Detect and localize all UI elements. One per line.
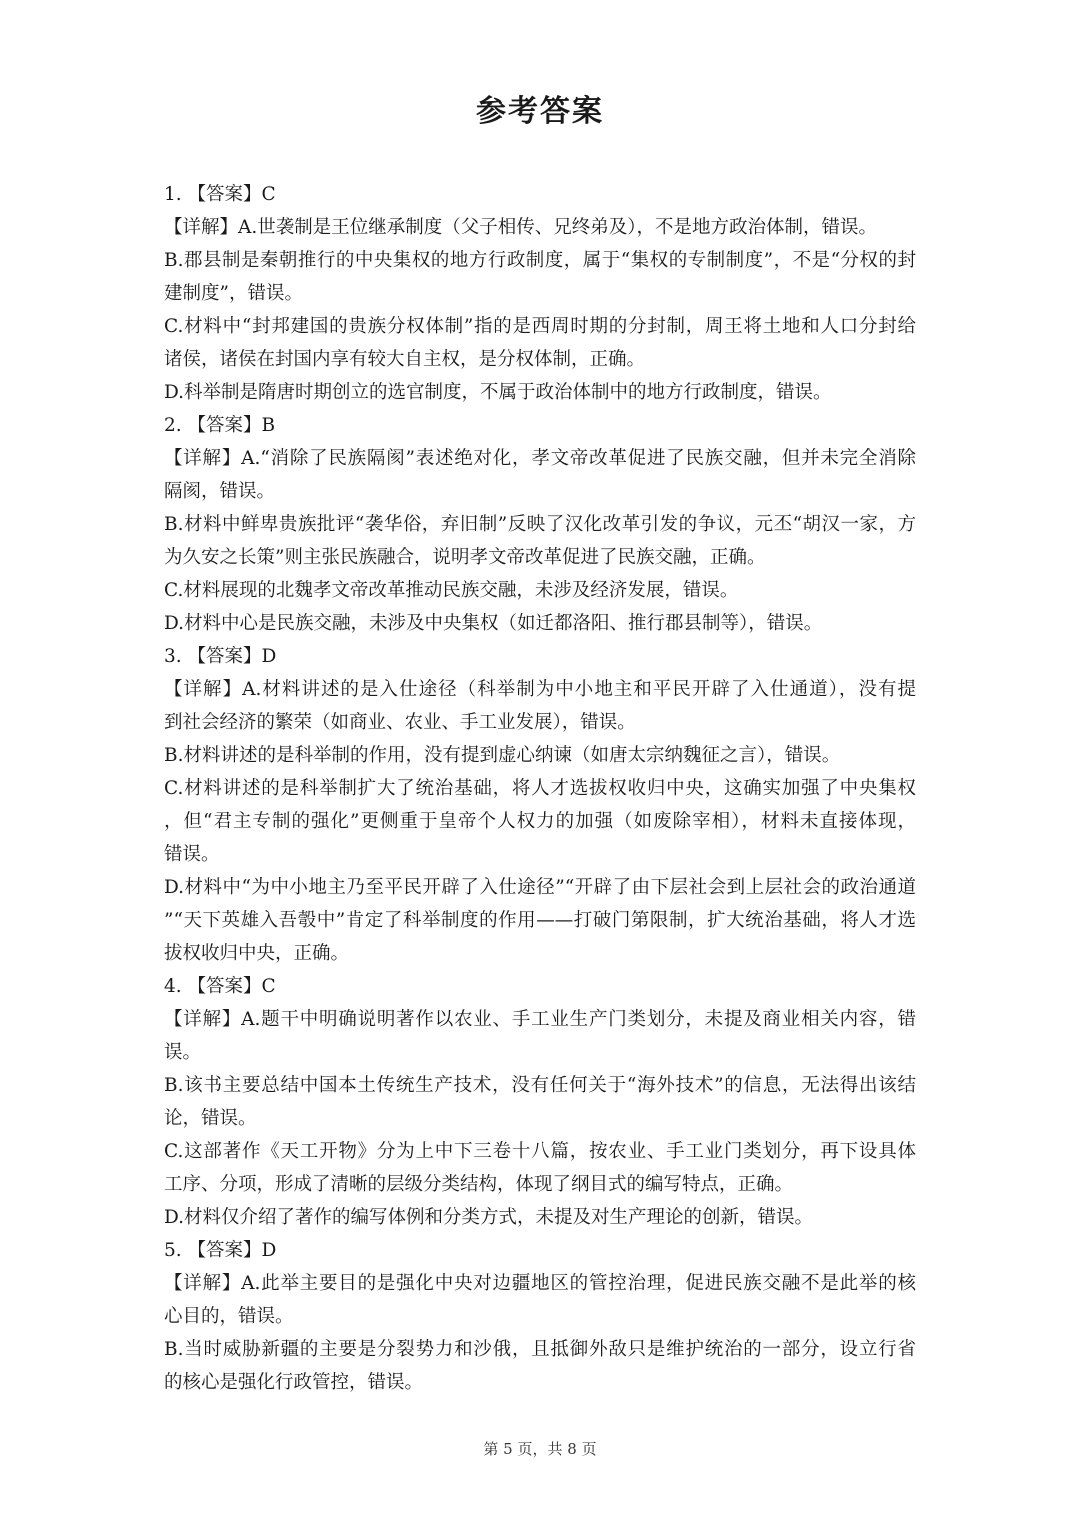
text-line: 隔阂，错误。 bbox=[164, 481, 276, 502]
text-line: B.材料讲述的是科举制的作用，没有提到虚心纳谏（如唐太宗纳魏征之言），错误。 bbox=[164, 745, 841, 766]
text-line: 为久安之长策”则主张民族融合，说明孝文帝改革促进了民族交融，正确。 bbox=[164, 547, 766, 568]
text-line: D.材料中心是民族交融，未涉及中央集权（如迁都洛阳、推行郡县制等），错误。 bbox=[164, 613, 823, 634]
text-line: 的核心是强化行政管控，错误。 bbox=[164, 1372, 424, 1393]
answer-heading: 5. 【答案】D bbox=[164, 1240, 277, 1261]
text-line: 【详解】A.材料讲述的是入仕途径（科举制为中小地主和平民开辟了入仕通道），没有提 bbox=[164, 679, 916, 700]
text-line: 【详解】A.此举主要目的是强化中央对边疆地区的管控治理，促进民族交融不是此举的核 bbox=[164, 1273, 916, 1294]
text-line: 到社会经济的繁荣（如商业、农业、手工业发展），错误。 bbox=[164, 712, 636, 733]
text-line: B.材料中鲜卑贵族批评“袭华俗，弃旧制”反映了汉化改革引发的争议，元丕“胡汉一家，方 bbox=[164, 514, 916, 535]
text-line: 心目的，错误。 bbox=[164, 1306, 294, 1327]
text-line: ，但“君主专制的强化”更侧重于皇帝个人权力的加强（如废除宰相），材料未直接体现， bbox=[164, 811, 916, 832]
answer-heading: 2. 【答案】B bbox=[164, 415, 276, 436]
text-line: B.该书主要总结中国本土传统生产技术，没有任何关于“海外技术”的信息，无法得出该结 bbox=[164, 1075, 916, 1096]
text-line: C.材料中“封邦建国的贵族分权体制”指的是西周时期的分封制，周王将土地和人口分封给 bbox=[164, 316, 916, 337]
text-line: 论，错误。 bbox=[164, 1108, 257, 1129]
answer-heading: 4. 【答案】C bbox=[164, 976, 276, 997]
page-title: 参考答案 bbox=[476, 94, 604, 129]
text-line: C.这部著作《天工开物》分为上中下三卷十八篇，按农业、手工业门类划分，再下设具体 bbox=[164, 1141, 916, 1162]
text-line: B.郡县制是秦朝推行的中央集权的地方行政制度，属于“集权的专制制度”，不是“分权的封 bbox=[164, 250, 916, 271]
text-line: ”“天下英雄入吾彀中”肯定了科举制度的作用——打破门第限制，扩大统治基础，将人才选 bbox=[164, 910, 916, 931]
text-line: 诸侯，诸侯在封国内享有较大自主权，是分权体制，正确。 bbox=[164, 349, 646, 370]
text-line: 拔权收归中央，正确。 bbox=[164, 943, 350, 964]
text-line: 【详解】A.题干中明确说明著作以农业、手工业生产门类划分，未提及商业相关内容，错 bbox=[164, 1009, 916, 1030]
text-line: 建制度”，错误。 bbox=[164, 283, 303, 304]
text-line: C.材料讲述的是科举制扩大了统治基础，将人才选拔权收归中央，这确实加强了中央集权 bbox=[164, 778, 916, 799]
text-line: D.材料仅介绍了著作的编写体例和分类方式，未提及对生产理论的创新，错误。 bbox=[164, 1207, 814, 1228]
text-line: D.科举制是隋唐时期创立的选官制度，不属于政治体制中的地方行政制度，错误。 bbox=[164, 382, 832, 403]
text-line: 误。 bbox=[164, 1042, 202, 1063]
answer-content bbox=[164, 178, 916, 1399]
page-number: 第 5 页，共 8 页 bbox=[483, 1440, 597, 1458]
text-line: 工序、分项，形成了清晰的层级分类结构，体现了纲目式的编写特点，正确。 bbox=[164, 1174, 794, 1195]
text-line: B.当时威胁新疆的主要是分裂势力和沙俄，且抵御外敌只是维护统治的一部分，设立行省 bbox=[164, 1339, 916, 1360]
text-line: D.材料中“为中小地主乃至平民开辟了入仕途径”“开辟了由下层社会到上层社会的政治通道 bbox=[164, 877, 916, 898]
answer-heading: 1. 【答案】C bbox=[164, 184, 276, 205]
text-line: 【详解】A.“消除了民族隔阂”表述绝对化，孝文帝改革促进了民族交融，但并未完全消除 bbox=[164, 448, 916, 469]
text-line: 错误。 bbox=[164, 844, 220, 865]
answer-heading: 3. 【答案】D bbox=[164, 646, 277, 667]
text-line: C.材料展现的北魏孝文帝改革推动民族交融，未涉及经济发展，错误。 bbox=[164, 580, 739, 601]
text-line: 【详解】A.世袭制是王位继承制度（父子相传、兄终弟及），不是地方政治体制，错误。 bbox=[164, 217, 877, 238]
